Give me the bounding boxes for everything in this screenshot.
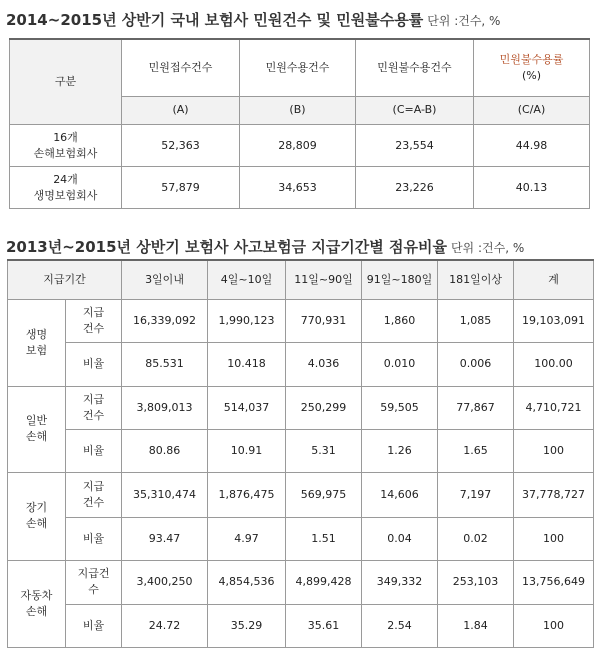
group-name: 손해	[25, 517, 48, 530]
group-label	[8, 299, 66, 386]
table-cell: 1.65	[438, 429, 514, 472]
group-name: 자동차	[20, 588, 53, 602]
group-name: 손해	[25, 430, 48, 443]
table-cell: 1,990,123	[208, 299, 286, 342]
header-col: 계	[514, 260, 594, 299]
count-label	[66, 299, 122, 342]
table-row	[8, 472, 594, 517]
table-cell: 0.04	[362, 517, 438, 560]
header-rejected: 민원불수용건수	[356, 39, 474, 96]
table-cell: 100	[514, 517, 594, 560]
table-cell: 1,860	[362, 299, 438, 342]
row-label-type: 손해보험회사	[33, 146, 98, 160]
ratio-label: 비율	[66, 604, 122, 647]
group-name: 손해	[25, 604, 48, 618]
header-col: 11일~90일	[286, 260, 362, 299]
table-cell: 80.86	[122, 429, 208, 472]
table-cell: 3,400,250	[122, 560, 208, 604]
table-cell: 1,085	[438, 299, 514, 342]
table-row	[8, 560, 594, 604]
table-cell: 35.29	[208, 604, 286, 647]
table-cell: 0.006	[438, 342, 514, 386]
header-reject-rate	[474, 39, 590, 96]
table-row	[8, 604, 594, 647]
payout-period-table	[7, 259, 594, 648]
subheader-c: (C=A-B)	[356, 96, 474, 125]
ratio-label: 비율	[66, 429, 122, 472]
header-reject-rate-label: 민원불수용률	[499, 52, 564, 66]
header-col: 181일이상	[438, 260, 514, 299]
table-cell: 514,037	[208, 386, 286, 429]
table-cell: 4,710,721	[514, 386, 594, 429]
table-cell: 10.91	[208, 429, 286, 472]
table-cell: 4,854,536	[208, 560, 286, 604]
group-label	[8, 560, 66, 647]
table2-unit: 단위 :건수, %	[450, 241, 525, 255]
table-cell: 35.61	[286, 604, 362, 647]
table-cell: 13,756,649	[514, 560, 594, 604]
table-cell: 1.84	[438, 604, 514, 647]
table-cell: 4.97	[208, 517, 286, 560]
count-label-text: 건수	[82, 495, 105, 509]
count-label-text: 지급	[82, 479, 105, 493]
table-cell: 250,299	[286, 386, 362, 429]
table-cell: 19,103,091	[514, 299, 594, 342]
header-accepted: 민원수용건수	[240, 39, 356, 96]
table-row	[8, 386, 594, 429]
header-received: 민원접수건수	[122, 39, 240, 96]
table-cell: 1.26	[362, 429, 438, 472]
table-cell: 93.47	[122, 517, 208, 560]
header-col: 3일이내	[122, 260, 208, 299]
table2-title-text: 2013년~2015년 상반기 보험사 사고보험금 지급기간별 점유비율	[6, 238, 447, 256]
table-cell: 37,778,727	[514, 472, 594, 517]
table-cell: 77,867	[438, 386, 514, 429]
table1-unit: 단위 :건수, %	[427, 14, 501, 28]
row-label	[10, 125, 122, 167]
ratio-label: 비율	[66, 342, 122, 386]
table-cell: 24.72	[122, 604, 208, 647]
header-group-cell: 구분	[10, 39, 122, 125]
table-cell: 57,879	[122, 167, 240, 209]
table-cell: 10.418	[208, 342, 286, 386]
row-label	[10, 167, 122, 209]
group-label	[8, 386, 66, 472]
header-reject-rate-unit: (%)	[521, 68, 542, 82]
count-label-text: 지급	[82, 305, 105, 319]
table-cell: 1.51	[286, 517, 362, 560]
count-label-text: 지급	[82, 392, 105, 406]
row-label-count: 16개	[53, 130, 78, 144]
table-cell: 0.010	[362, 342, 438, 386]
table-row	[8, 517, 594, 560]
ratio-label: 비율	[66, 517, 122, 560]
table-cell: 16,339,092	[122, 299, 208, 342]
table-cell: 100	[514, 604, 594, 647]
table-cell: 253,103	[438, 560, 514, 604]
table-cell: 5.31	[286, 429, 362, 472]
table-cell: 100.00	[514, 342, 594, 386]
table-cell: 34,653	[240, 167, 356, 209]
table-row	[8, 429, 594, 472]
table-cell: 59,505	[362, 386, 438, 429]
table-row	[10, 125, 590, 167]
table-cell: 100	[514, 429, 594, 472]
table-cell: 770,931	[286, 299, 362, 342]
table-row	[8, 299, 594, 342]
table-cell: 14,606	[362, 472, 438, 517]
count-label-text: 건수	[82, 321, 105, 335]
group-name: 보험	[25, 343, 48, 357]
table-cell: 23,554	[356, 125, 474, 167]
table-cell: 0.02	[438, 517, 514, 560]
table-cell: 40.13	[474, 167, 590, 209]
row-label-type: 생명보험회사	[33, 188, 98, 202]
count-label	[66, 386, 122, 429]
group-name: 생명	[25, 327, 48, 341]
table-cell: 52,363	[122, 125, 240, 167]
table-cell: 2.54	[362, 604, 438, 647]
table-cell: 569,975	[286, 472, 362, 517]
table1-title	[6, 9, 500, 30]
table-cell: 23,226	[356, 167, 474, 209]
table-cell: 349,332	[362, 560, 438, 604]
group-name: 일반	[25, 414, 48, 427]
count-label	[66, 560, 122, 604]
subheader-a: (A)	[122, 96, 240, 125]
table-cell: 4.036	[286, 342, 362, 386]
subheader-b: (B)	[240, 96, 356, 125]
table-cell: 44.98	[474, 125, 590, 167]
header-period: 지급기간	[8, 260, 122, 299]
table1-title-text: 2014~2015년 상반기 국내 보험사 민원건수 및 민원불수용률	[6, 11, 424, 29]
count-label-text: 건수	[82, 408, 105, 422]
table-cell: 85.531	[122, 342, 208, 386]
subheader-ca: (C/A)	[474, 96, 590, 125]
count-label	[66, 472, 122, 517]
header-col: 4일~10일	[208, 260, 286, 299]
table-cell: 3,809,013	[122, 386, 208, 429]
row-label-count: 24개	[53, 172, 78, 186]
table-cell: 1,876,475	[208, 472, 286, 517]
table2-title	[6, 236, 524, 257]
count-label-text: 지급건	[77, 567, 110, 580]
group-label	[8, 472, 66, 560]
table-cell: 7,197	[438, 472, 514, 517]
count-label-text: 수	[88, 583, 99, 596]
table-cell: 28,809	[240, 125, 356, 167]
group-name: 장기	[25, 501, 48, 514]
table-cell: 35,310,474	[122, 472, 208, 517]
header-col: 91일~180일	[362, 260, 438, 299]
table-cell: 4,899,428	[286, 560, 362, 604]
complaints-table	[9, 38, 590, 209]
table-row	[8, 342, 594, 386]
table-row	[10, 167, 590, 209]
